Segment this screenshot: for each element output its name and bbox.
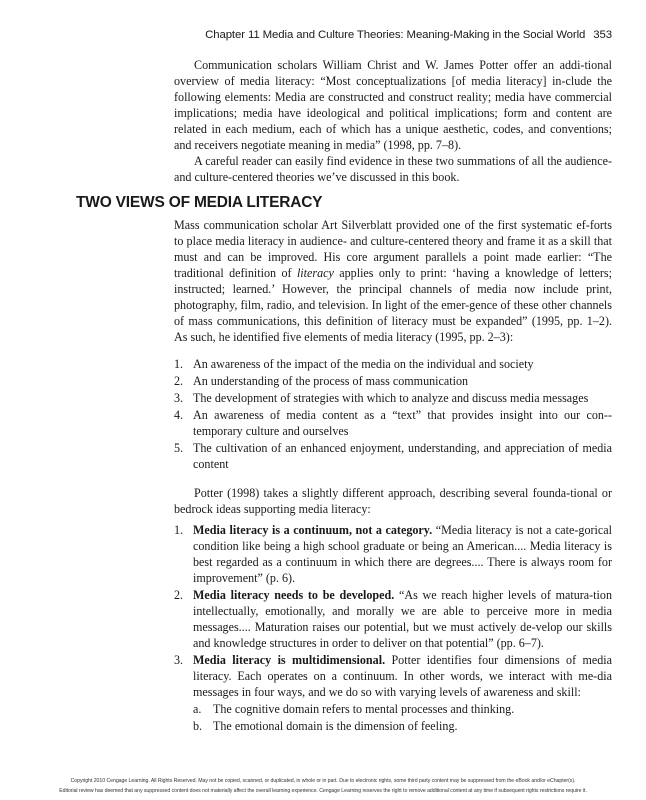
list-item-text: “As we reach higher levels of matura-tion intellectually, emotionally, and morally we are able to perceive more in media messages.... Maturation raises our potential, but we must actively de-velop our skills and knowledge structures in order to deliver on that potential” (pp. 6–7). bbox=[193, 588, 612, 650]
list-number: 3. bbox=[174, 391, 184, 405]
sublist-item-text: The emotional domain is the dimension of feeling. bbox=[213, 719, 458, 733]
dimensions-sublist bbox=[193, 701, 612, 734]
list-item-text: The cultivation of an enhanced enjoyment, understanding, and appreciation of media content bbox=[193, 441, 612, 471]
list-item bbox=[174, 407, 612, 439]
list-item-heading-start: Media literacy is bbox=[193, 653, 293, 667]
list-item bbox=[174, 522, 612, 586]
silverblatt-text-end: applies only to print: ‘having a knowledge of letters; instructed; learned.’ However, the principal channels of media now include print, photography, film, radio, and television. In light of the emer-gence of these other channels of mass communications, this definition of literacy must be expanded” (1995, pp. 1–2). As such, he identified five elements of media literacy (1995, pp. 2–3): bbox=[174, 266, 612, 344]
running-header bbox=[0, 29, 612, 41]
list-item bbox=[174, 356, 612, 372]
potter-intro-paragraph: Potter (1998) takes a slightly different approach, describing several founda-tional or bedrock ideas supporting media literacy: bbox=[174, 486, 612, 516]
intro-paragraph-2: A careful reader can easily find evidence in these two summations of all the audience- and culture-centered theories we’ve discussed in this book. bbox=[174, 154, 612, 184]
list-item bbox=[174, 373, 612, 389]
list-number: 3. bbox=[174, 653, 184, 667]
list-item bbox=[174, 587, 612, 651]
sublist-item bbox=[193, 718, 612, 734]
list-item-heading: Media literacy needs to be developed. bbox=[193, 588, 395, 602]
silverblatt-text-start: Mass communication scholar Art Silverblatt provided one of the first systematic ef-forts to place media literacy in audience- and culture-centered theory and frame it as a skill that must and can be improved. His core argument parallels a point made earlier: “The traditional definition of bbox=[174, 218, 612, 280]
list-item-text: An awareness of media content as a “text” that provides insight into our con-temporary culture and ourselves bbox=[193, 408, 612, 438]
copyright-footer-line-2: Editorial review has deemed that any suppressed content does not materially affect the overall learning experience. Cengage Learning reserves the right to remove additional content at any time if subsequent rights restrictions require it. bbox=[59, 788, 587, 794]
list-item-text: “Media literacy is not a cate-gorical condition like being a high school graduate or being an American.... Media literacy is best regarded as a continuum in which there are degrees.... There is always room for improvement” (p. 6). bbox=[193, 523, 612, 585]
list-item bbox=[174, 390, 612, 406]
page-number: 353 bbox=[593, 29, 612, 41]
list-item-text: An awareness of the impact of the media on the individual and society bbox=[193, 357, 534, 371]
potter-ideas-list bbox=[174, 522, 612, 735]
sublist-letter: b. bbox=[193, 719, 203, 733]
list-number: 1. bbox=[174, 357, 184, 371]
list-number: 5. bbox=[174, 441, 184, 455]
literacy-emphasis: literacy bbox=[296, 266, 334, 280]
list-item-heading: multidimensional. bbox=[292, 653, 386, 667]
sublist-letter: a. bbox=[193, 702, 202, 716]
silverblatt-elements-list bbox=[174, 356, 612, 473]
list-number: 4. bbox=[174, 408, 184, 422]
list-item bbox=[174, 652, 612, 734]
silverblatt-paragraph bbox=[174, 217, 612, 345]
chapter-title: Chapter 11 Media and Culture Theories: Meaning-Making in the Social World bbox=[205, 29, 586, 41]
list-item-heading: Media literacy is a continuum, not a category. bbox=[193, 523, 433, 537]
list-item-text: Potter identifies four dimensions of media literacy. Each operates on a continuum. In other words, we interact with me-dia messages in four ways, and we do so with varying levels of awareness and skill: bbox=[193, 653, 613, 699]
copyright-footer-line-1: Copyright 2010 Cengage Learning. All Rights Reserved. May not be copied, scanned, or duplicated, in whole or in part. Due to electronic rights, some third party content may be suppressed from the eBook and/or eChapter(s). bbox=[70, 778, 576, 784]
section-heading: TWO VIEWS OF MEDIA LITERACY bbox=[76, 194, 323, 211]
list-item bbox=[174, 440, 612, 472]
list-number: 2. bbox=[174, 588, 184, 602]
list-number: 2. bbox=[174, 374, 184, 388]
list-number: 1. bbox=[174, 523, 184, 537]
intro-paragraph-1: Communication scholars William Christ and W. James Potter offer an addi-tional overview of media literacy: “Most conceptualizations [of media literacy] in-clude the following elements: Media are constructed and construct reality; media have commercial implications; media have ideological and political implications; form and content are related in each medium, each of which has a unique aesthetic, codes, and conventions; and receivers negotiate meaning in media” (1998, pp. 7–8). bbox=[174, 58, 612, 152]
list-item-text: The development of strategies with which to analyze and discuss media messages bbox=[193, 391, 589, 405]
list-item-text: An understanding of the process of mass communication bbox=[193, 374, 469, 388]
sublist-item-text: The cognitive domain refers to mental processes and thinking. bbox=[213, 702, 515, 716]
sublist-item bbox=[193, 701, 612, 717]
